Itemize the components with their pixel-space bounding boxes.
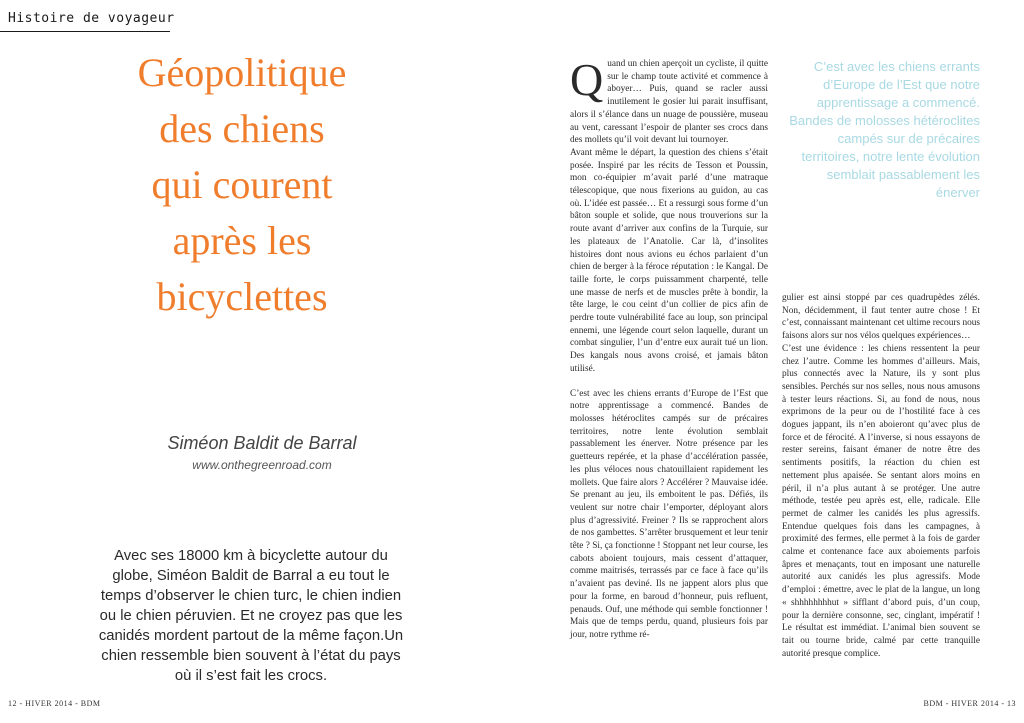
title-line-3: qui courent	[151, 162, 333, 207]
title-line-4: après les	[172, 218, 312, 263]
title-line-1: Géopolitique	[137, 50, 347, 95]
drop-cap: Q	[570, 54, 604, 105]
intro-paragraph: Avec ses 18000 km à bicyclette autour du globe, Siméon Baldit de Barral a eu tout le temps d’observer le chien turc, le chien indien ou le chien péruvien. Et ne croyez pas que les canidés mordent partout de la même façon.Un chien ressemble bien souvent à l’état du pays où il s’est fait les crocs.	[98, 548, 404, 684]
body-paragraph: C’est une évidence : les chiens ressentent la peur chez l’autre. Comme les hommes d’ailleurs. Mais, plus connectés avec la Nature, ils y sont plus sensibles. Perchés sur nos selles, nous nous amusons à tester leurs réactions. Si, au fond de nous, nous exprimons de la peur ou de l’hostilité face à ces dogues jappant, ils n’en aboieront qu’avec plus de force et de férocité. A l’inverse, si nous essayons de rester sereins, faisant émaner de notre être des sentiments positifs, la réaction du chien est nettement plus apaisée. Se sentant alors moins en péril, il n’a plus autant à se protéger. Une autre méthode, testée peu après est, elle, radicale. Elle permet de calmer les canidés les plus agressifs. Entendue quelques fois dans les campagnes, à proximité des fermes, elle permet à la fois de garder calme et contenance face aux aboiements parfois âpres et menaçants, tout en imposant une naturelle autorité aux canidés les plus agressifs. Mode d’emploi : émettre, avec le plat de la langue, un long « shhhhhhhhut » sifflant d’abord puis, d’un coup, pour la dernière consonne, sec, cinglant, impératif ! Le résultat est immédiat. L’animal bien souvent se tait ou tourne bride, calmé par cette tranquille autorité presque complice.	[782, 343, 980, 659]
author-name: Siméon Baldit de Barral	[167, 433, 357, 453]
page-number-left: 12 - HIVER 2014 - BDM	[8, 699, 101, 708]
body-column-2	[782, 292, 980, 660]
body-column-1	[570, 54, 768, 642]
title-line-5: bicyclettes	[156, 274, 328, 319]
section-header: Histoire de voyageur	[8, 11, 175, 26]
body-paragraph: Avant même le départ, la question des chiens s’était posée. Inspiré par les récits de Tesson et Poussin, mon co-équipier m’avait parlé d’une matraque télescopique, que nous fixerions au guidon, au cas où. L’idée est passée… Et a ressurgi sous forme d’un bâton souple et solide, que nous trouverions sur la route avant d’arriver aux confins de la Turquie, sur les plateaux de l’Anatolie. Car là, d’insolites histoires dont nous avions eu échos parlaient d’un chien de berger à la féroce réputation : le Kangal. De taille forte, le corps puissamment charpenté, telle une masse de nerfs et de muscles prête à bondir, la tête large, le cou ceint d’un collier de pics afin de perdre toute vulnérabilité face au loup, son principal ennemi, une légende court selon laquelle, durant un combat singulier, l’un d’entre eux aurait tué un lion. Des kangals nous avons croisé, et jamais bâton utilisé.	[570, 147, 768, 374]
body-paragraph: gulier est ainsi stoppé par ces quadrupèdes zélés. Non, décidemment, il faut tenter autre chose ! Et c’est, connaissant maintenant cet ultime recours nous faisons alors sur nos vélos quelques expériences…	[782, 293, 981, 342]
opening-paragraph	[570, 54, 768, 147]
article-title	[82, 45, 402, 325]
header-rule	[0, 31, 170, 32]
page-number-right: BDM - HIVER 2014 - 13	[923, 699, 1016, 708]
author-website: www.onthegreenroad.com	[192, 458, 332, 472]
opening-text: uand un chien aperçoit un cycliste, il quitte sur le champ toute activité et commence à aboyer… Puis, quand se racler aussi inutilement le gosier lui parait insuffisant, alors il s’élance dans un nuage de poussière, museau au vent, caressant l’espoir de planter ses crocs dans des mollets qu’il voit devant lui tournoyer.	[570, 59, 768, 146]
pull-quote: C’est avec les chiens errants d’Europe de l’Est que notre apprentissage a commencé. Bandes de molosses hétéroclites campés sur de précaires territoires, notre lente évolution semblait passablement les énerver	[789, 59, 980, 200]
title-line-2: des chiens	[159, 106, 325, 151]
body-paragraph: C’est avec les chiens errants d’Europe de l’Est que notre apprentissage a commencé. Bandes de molosses hétéroclites campés sur de précaires territoires, notre lente évolution semblait passablement les énerver. Notre présence par les guetteurs repérée, et la phase d’accélération passée, les plus véloces nous chatouillaient rapidement les mollets. Que faire alors ? Accélérer ? Mauvaise idée. Se prenant au jeu, ils emboitent le pas. Défiés, ils veulent sur notre chair l’emporter, déployant alors plus d’agressivité. Freiner ? Ils se rapprochent alors de nos gambettes. S’arrêter brusquement et leur tenir tête ? Si, ça fonctionne ! Stoppant net leur course, les cabots aboient toujours, mais cessent d’attaquer, comme maitrisés, terrassés par ce face à face qu’ils n’avaient pas deviné. Ils ne jappent alors plus que pour la forme, en baroud d’honneur, puis refluent, penauds. Ouf, une méthode qui semble fonctionner ! Mais que de temps perdu, quand, plusieurs fois par jour, notre rythme ré-	[570, 388, 768, 640]
